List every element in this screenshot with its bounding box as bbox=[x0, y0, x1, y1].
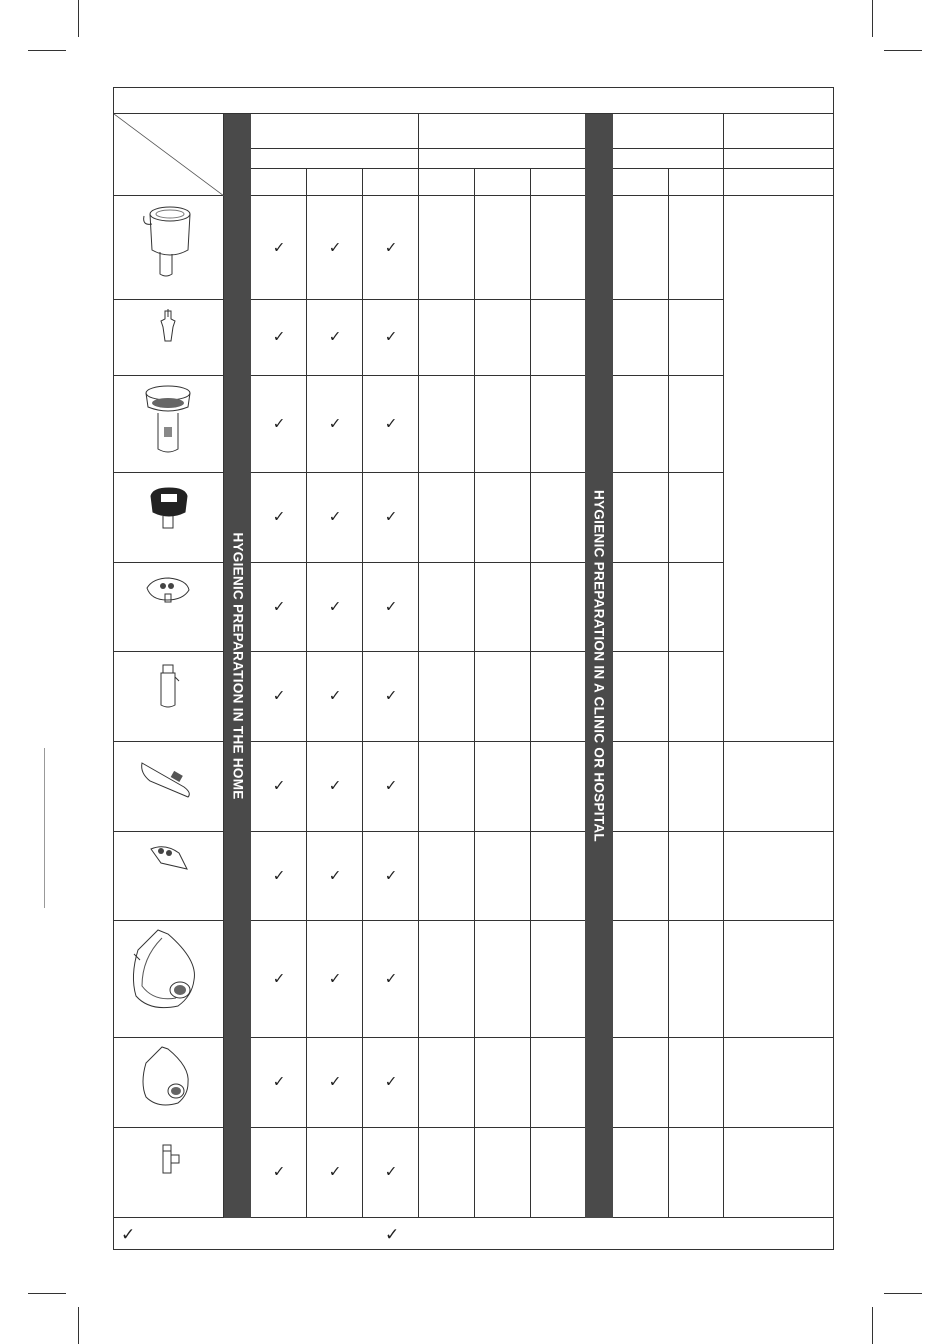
check-mark: ✓ bbox=[384, 597, 398, 615]
check-mark: ✓ bbox=[384, 238, 398, 256]
home-band-label: HYGIENIC PREPARATION IN THE HOME bbox=[230, 532, 245, 800]
check-mark: ✓ bbox=[328, 414, 342, 432]
nebulizer-top-icon bbox=[138, 383, 198, 467]
legend-check-2: ✓ bbox=[385, 1225, 400, 1245]
grid-line bbox=[723, 113, 724, 1218]
check-mark: ✓ bbox=[272, 238, 286, 256]
check-mark: ✓ bbox=[384, 686, 398, 705]
margin-rule bbox=[44, 748, 45, 908]
check-mark: ✓ bbox=[272, 686, 286, 705]
check-mark: ✓ bbox=[328, 597, 342, 615]
crop-mark bbox=[78, 0, 79, 37]
check-mark: ✓ bbox=[272, 969, 286, 987]
check-mark: ✓ bbox=[272, 327, 286, 346]
check-mark: ✓ bbox=[384, 1072, 398, 1091]
child-mask-icon bbox=[138, 1043, 198, 1117]
check-mark: ✓ bbox=[384, 969, 398, 987]
mouthpiece-icon bbox=[138, 753, 198, 807]
legend-check-1: ✓ bbox=[121, 1225, 136, 1245]
connector-icon bbox=[153, 661, 183, 715]
grid-line bbox=[418, 113, 419, 1218]
clinic-band-label: HYGIENIC PREPARATION IN A CLINIC OR HOSPITAL bbox=[591, 490, 607, 842]
check-mark: ✓ bbox=[272, 597, 286, 615]
grid-line bbox=[113, 472, 613, 473]
grid-line bbox=[113, 831, 613, 832]
check-mark: ✓ bbox=[328, 969, 342, 987]
check-mark: ✓ bbox=[328, 1072, 342, 1091]
check-mark: ✓ bbox=[328, 866, 342, 884]
check-mark: ✓ bbox=[328, 776, 342, 795]
check-mark: ✓ bbox=[328, 238, 342, 256]
grid-line bbox=[530, 168, 531, 1218]
check-mark: ✓ bbox=[328, 507, 342, 526]
crop-mark bbox=[872, 1307, 873, 1344]
check-mark: ✓ bbox=[328, 327, 342, 346]
nozzle-insert-icon bbox=[153, 307, 183, 351]
crop-mark bbox=[28, 50, 66, 51]
check-mark: ✓ bbox=[384, 866, 398, 884]
grid-line bbox=[113, 562, 613, 563]
grid-line bbox=[474, 168, 475, 1218]
crop-mark bbox=[884, 1293, 922, 1294]
grid-line bbox=[113, 651, 613, 652]
grid-line bbox=[113, 1037, 613, 1038]
check-mark: ✓ bbox=[272, 507, 286, 526]
crop-mark bbox=[28, 1293, 66, 1294]
crop-mark bbox=[872, 0, 873, 37]
check-mark: ✓ bbox=[272, 414, 286, 432]
grid-line bbox=[113, 920, 613, 921]
nose-piece-icon bbox=[143, 839, 193, 883]
valve-disc-icon bbox=[143, 570, 193, 614]
check-mark: ✓ bbox=[272, 866, 286, 884]
check-mark: ✓ bbox=[272, 1072, 286, 1091]
check-mark: ✓ bbox=[384, 1162, 398, 1181]
grid-line bbox=[113, 299, 613, 300]
adult-mask-icon bbox=[128, 926, 208, 1020]
crop-mark bbox=[78, 1307, 79, 1344]
crop-mark bbox=[884, 50, 922, 51]
grid-line bbox=[113, 375, 613, 376]
nebulizer-cap-icon bbox=[143, 482, 193, 546]
grid-line bbox=[113, 1217, 613, 1218]
check-mark: ✓ bbox=[272, 1162, 286, 1181]
check-mark: ✓ bbox=[272, 776, 286, 795]
check-mark: ✓ bbox=[384, 327, 398, 346]
check-mark: ✓ bbox=[384, 414, 398, 432]
check-mark: ✓ bbox=[384, 507, 398, 526]
header-diagonal bbox=[114, 114, 224, 196]
grid-line bbox=[113, 741, 613, 742]
t-adapter-icon bbox=[153, 1139, 183, 1183]
grid-line bbox=[306, 168, 307, 1218]
grid-line bbox=[113, 1127, 613, 1128]
grid-line bbox=[362, 168, 363, 1218]
check-mark: ✓ bbox=[384, 776, 398, 795]
check-mark: ✓ bbox=[328, 1162, 342, 1181]
grid-line bbox=[668, 168, 669, 1218]
check-mark: ✓ bbox=[328, 686, 342, 705]
nebulizer-cup-icon bbox=[138, 202, 198, 286]
